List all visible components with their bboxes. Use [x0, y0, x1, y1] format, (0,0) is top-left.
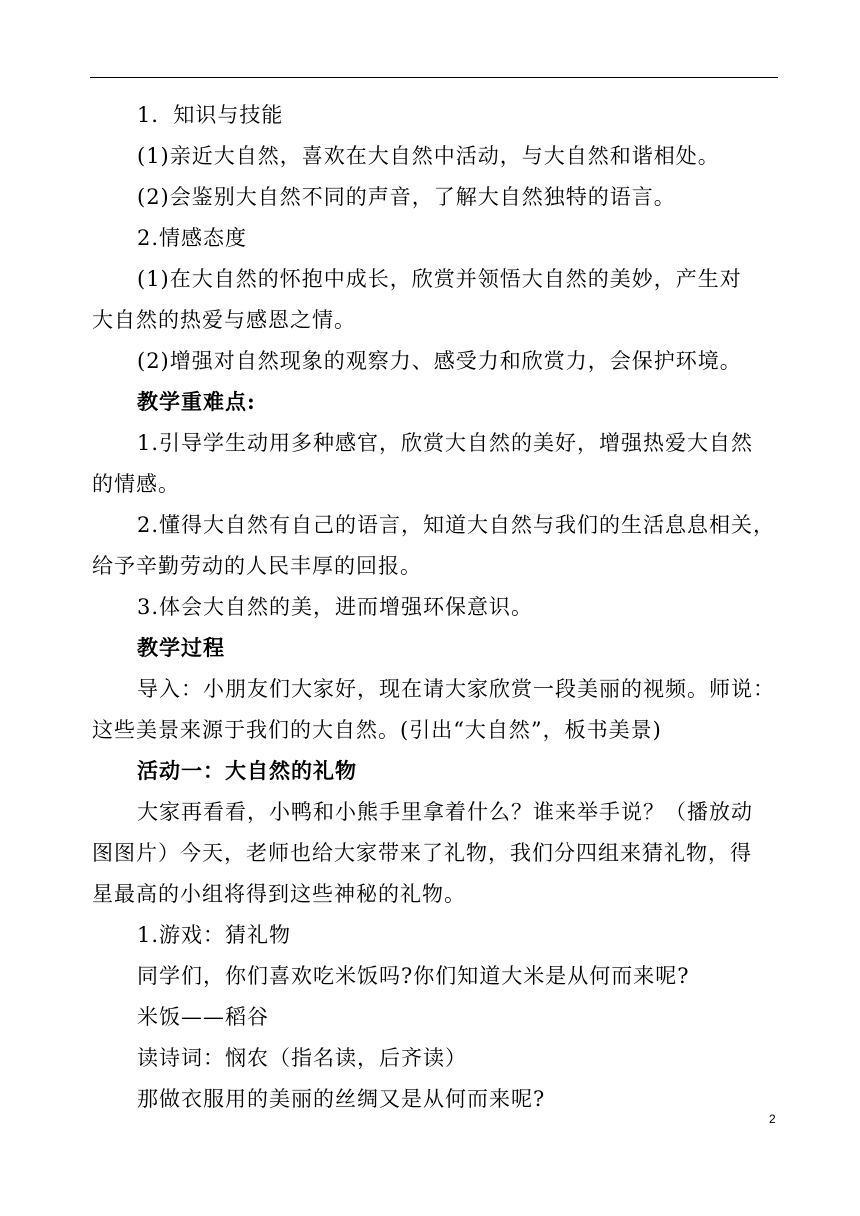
objective-2-heading: 2.情感态度: [137, 226, 248, 250]
intro-line-2: 这些美景来源于我们的大自然。(引出“大自然”，板书美景): [92, 718, 662, 742]
objective-2-item-1-line-2: 大自然的热爱与感恩之情。: [92, 308, 356, 332]
rice-answer: 米饭——稻谷: [137, 1005, 269, 1029]
key-point-2-line-1: 2.懂得大自然有自己的语言，知道大自然与我们的生活息息相关，: [137, 513, 776, 537]
activity-1-para-line-2: 图图片）今天，老师也给大家带来了礼物，我们分四组来猜礼物，得: [92, 841, 752, 865]
intro-line-1: 导入：小朋友们大家好，现在请大家欣赏一段美丽的视频。师说：: [137, 677, 775, 701]
objective-2-item-1-line-1: (1)在大自然的怀抱中成长，欣赏并领悟大自然的美妙，产生对: [137, 267, 742, 291]
objective-2-item-2: (2)增强对自然现象的观察力、感受力和欣赏力，会保护环境。: [137, 349, 742, 373]
objective-1-item-1: (1)亲近大自然，喜欢在大自然中活动，与大自然和谐相处。: [137, 144, 720, 168]
process-heading: 教学过程: [137, 635, 225, 660]
key-point-3: 3.体会大自然的美，进而增强环保意识。: [137, 595, 534, 619]
question-rice: 同学们，你们喜欢吃米饭吗?你们知道大米是从何而来呢?: [137, 964, 690, 988]
key-point-2-line-2: 给予辛勤劳动的人民丰厚的回报。: [92, 554, 422, 578]
key-point-1-line-1: 1.引导学生动用多种感官，欣赏大自然的美好，增强热爱大自然: [137, 431, 754, 455]
activity-1-para-line-3: 星最高的小组将得到这些神秘的礼物。: [92, 882, 466, 906]
page-number: 2: [769, 1112, 776, 1126]
game-heading: 1.游戏：猜礼物: [137, 923, 292, 947]
key-points-heading: 教学重难点:: [137, 389, 256, 414]
poem-reading: 读诗词：悯农（指名读，后齐读）: [137, 1046, 467, 1070]
question-silk: 那做衣服用的美丽的丝绸又是从何而来呢?: [137, 1087, 546, 1111]
key-point-1-line-2: 的情感。: [92, 472, 180, 496]
objective-1-item-2: (2)会鉴别大自然不同的声音，了解大自然独特的语言。: [137, 185, 676, 209]
objective-1-heading: 1．知识与技能: [137, 103, 284, 127]
header-rule: [90, 77, 778, 78]
activity-1-para-line-1: 大家再看看，小鸭和小熊手里拿着什么？谁来举手说？（播放动: [137, 800, 753, 824]
activity-1-heading: 活动一：大自然的礼物: [137, 758, 357, 783]
